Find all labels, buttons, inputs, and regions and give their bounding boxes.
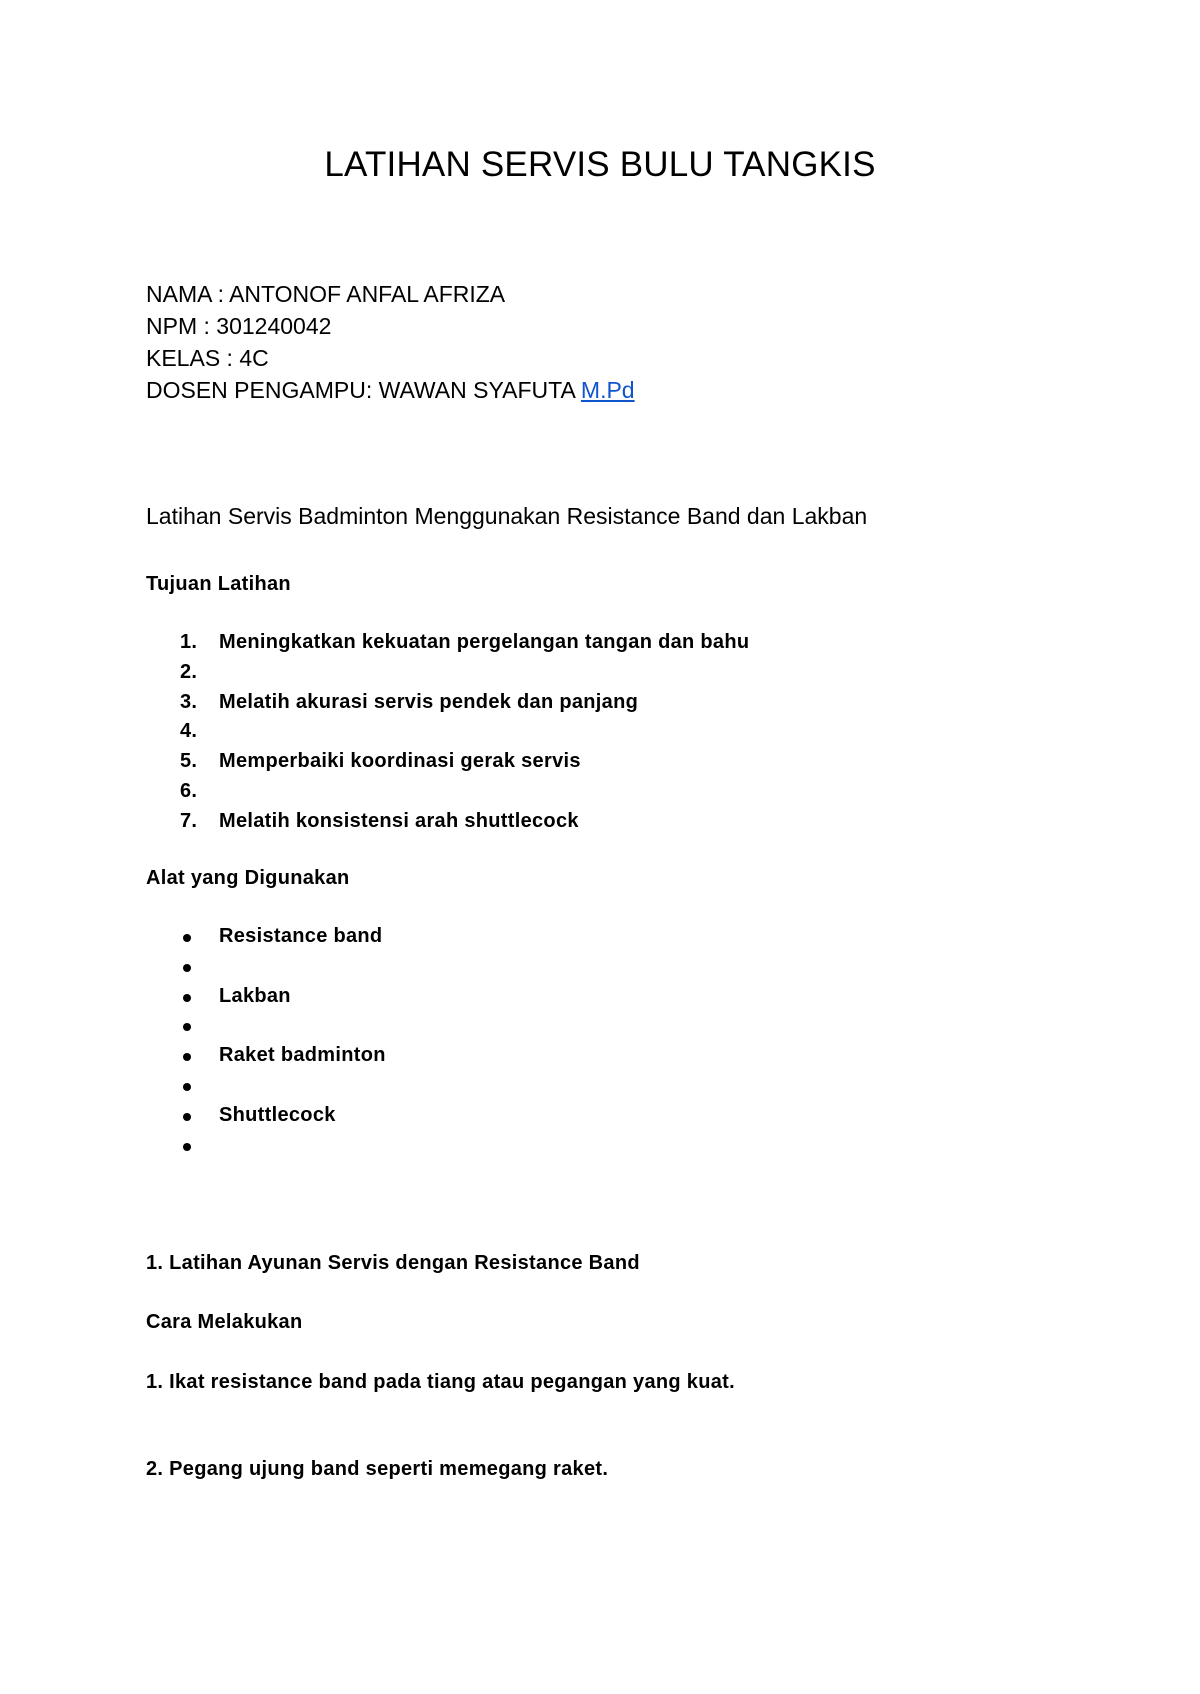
- cara-heading: Cara Melakukan: [146, 1311, 303, 1333]
- list-item: [146, 1041, 386, 1071]
- bullet-icon: [183, 1113, 191, 1121]
- tujuan-list: [146, 628, 749, 837]
- list-number: 2.: [180, 660, 198, 683]
- tujuan-heading: Tujuan Latihan: [146, 573, 291, 595]
- list-number: 7.: [180, 809, 198, 832]
- list-number: 3.: [180, 690, 198, 713]
- list-item: [146, 688, 749, 718]
- list-item-text: Shuttlecock: [219, 1103, 336, 1126]
- list-item: [146, 1131, 386, 1161]
- list-item: [146, 658, 749, 688]
- list-number: 5.: [180, 750, 198, 773]
- section-subtitle: Latihan Servis Badminton Menggunakan Resistance Band dan Lakban: [146, 503, 868, 529]
- student-info: [146, 278, 635, 406]
- step-2: 2. Pegang ujung band seperti memegang raket.: [146, 1458, 609, 1480]
- bullet-icon: [183, 1053, 191, 1061]
- bullet-icon: [183, 1143, 191, 1151]
- list-number: 6.: [180, 779, 198, 802]
- list-item-text: Resistance band: [219, 925, 383, 947]
- list-item: [146, 982, 386, 1012]
- list-item-text: Memperbaiki koordinasi gerak servis: [219, 750, 581, 773]
- bullet-icon: [183, 964, 191, 972]
- list-item: [146, 1101, 386, 1131]
- student-class: KELAS : 4C: [146, 345, 269, 371]
- list-item: [146, 717, 749, 747]
- list-item: [146, 952, 386, 982]
- lecturer-name: DOSEN PENGAMPU: WAWAN SYAFUTA: [146, 377, 581, 403]
- list-item: [146, 777, 749, 807]
- bullet-icon: [183, 994, 191, 1002]
- lecturer-title-link[interactable]: M.Pd: [580, 377, 635, 403]
- list-number: 1.: [180, 631, 198, 653]
- section1-heading: 1. Latihan Ayunan Servis dengan Resistance Band: [146, 1252, 640, 1274]
- list-item: [146, 922, 386, 952]
- bullet-icon: [183, 1083, 191, 1091]
- alat-heading: Alat yang Digunakan: [146, 867, 350, 889]
- list-item-text: Melatih akurasi servis pendek dan panjang: [219, 690, 639, 713]
- list-number: 4.: [180, 720, 198, 743]
- list-item-text: Meningkatkan kekuatan pergelangan tangan dan bahu: [219, 631, 750, 653]
- student-name: NAMA : ANTONOF ANFAL AFRIZA: [146, 281, 506, 307]
- list-item: [146, 747, 749, 777]
- list-item: [146, 1071, 386, 1101]
- step-1: 1. Ikat resistance band pada tiang atau pegangan yang kuat.: [146, 1371, 735, 1393]
- document-title: LATIHAN SERVIS BULU TANGKIS: [324, 145, 876, 184]
- list-item-text: Lakban: [219, 984, 291, 1007]
- list-item: [146, 807, 749, 837]
- bullet-icon: [183, 1023, 191, 1031]
- lecturer-line: [146, 374, 635, 406]
- list-item: [146, 1011, 386, 1041]
- student-npm: NPM : 301240042: [146, 313, 332, 339]
- list-item: [146, 628, 749, 658]
- alat-list: [146, 922, 386, 1160]
- list-item-text: Melatih konsistensi arah shuttlecock: [219, 809, 579, 832]
- bullet-icon: [183, 934, 191, 942]
- list-item-text: Raket badminton: [219, 1044, 386, 1067]
